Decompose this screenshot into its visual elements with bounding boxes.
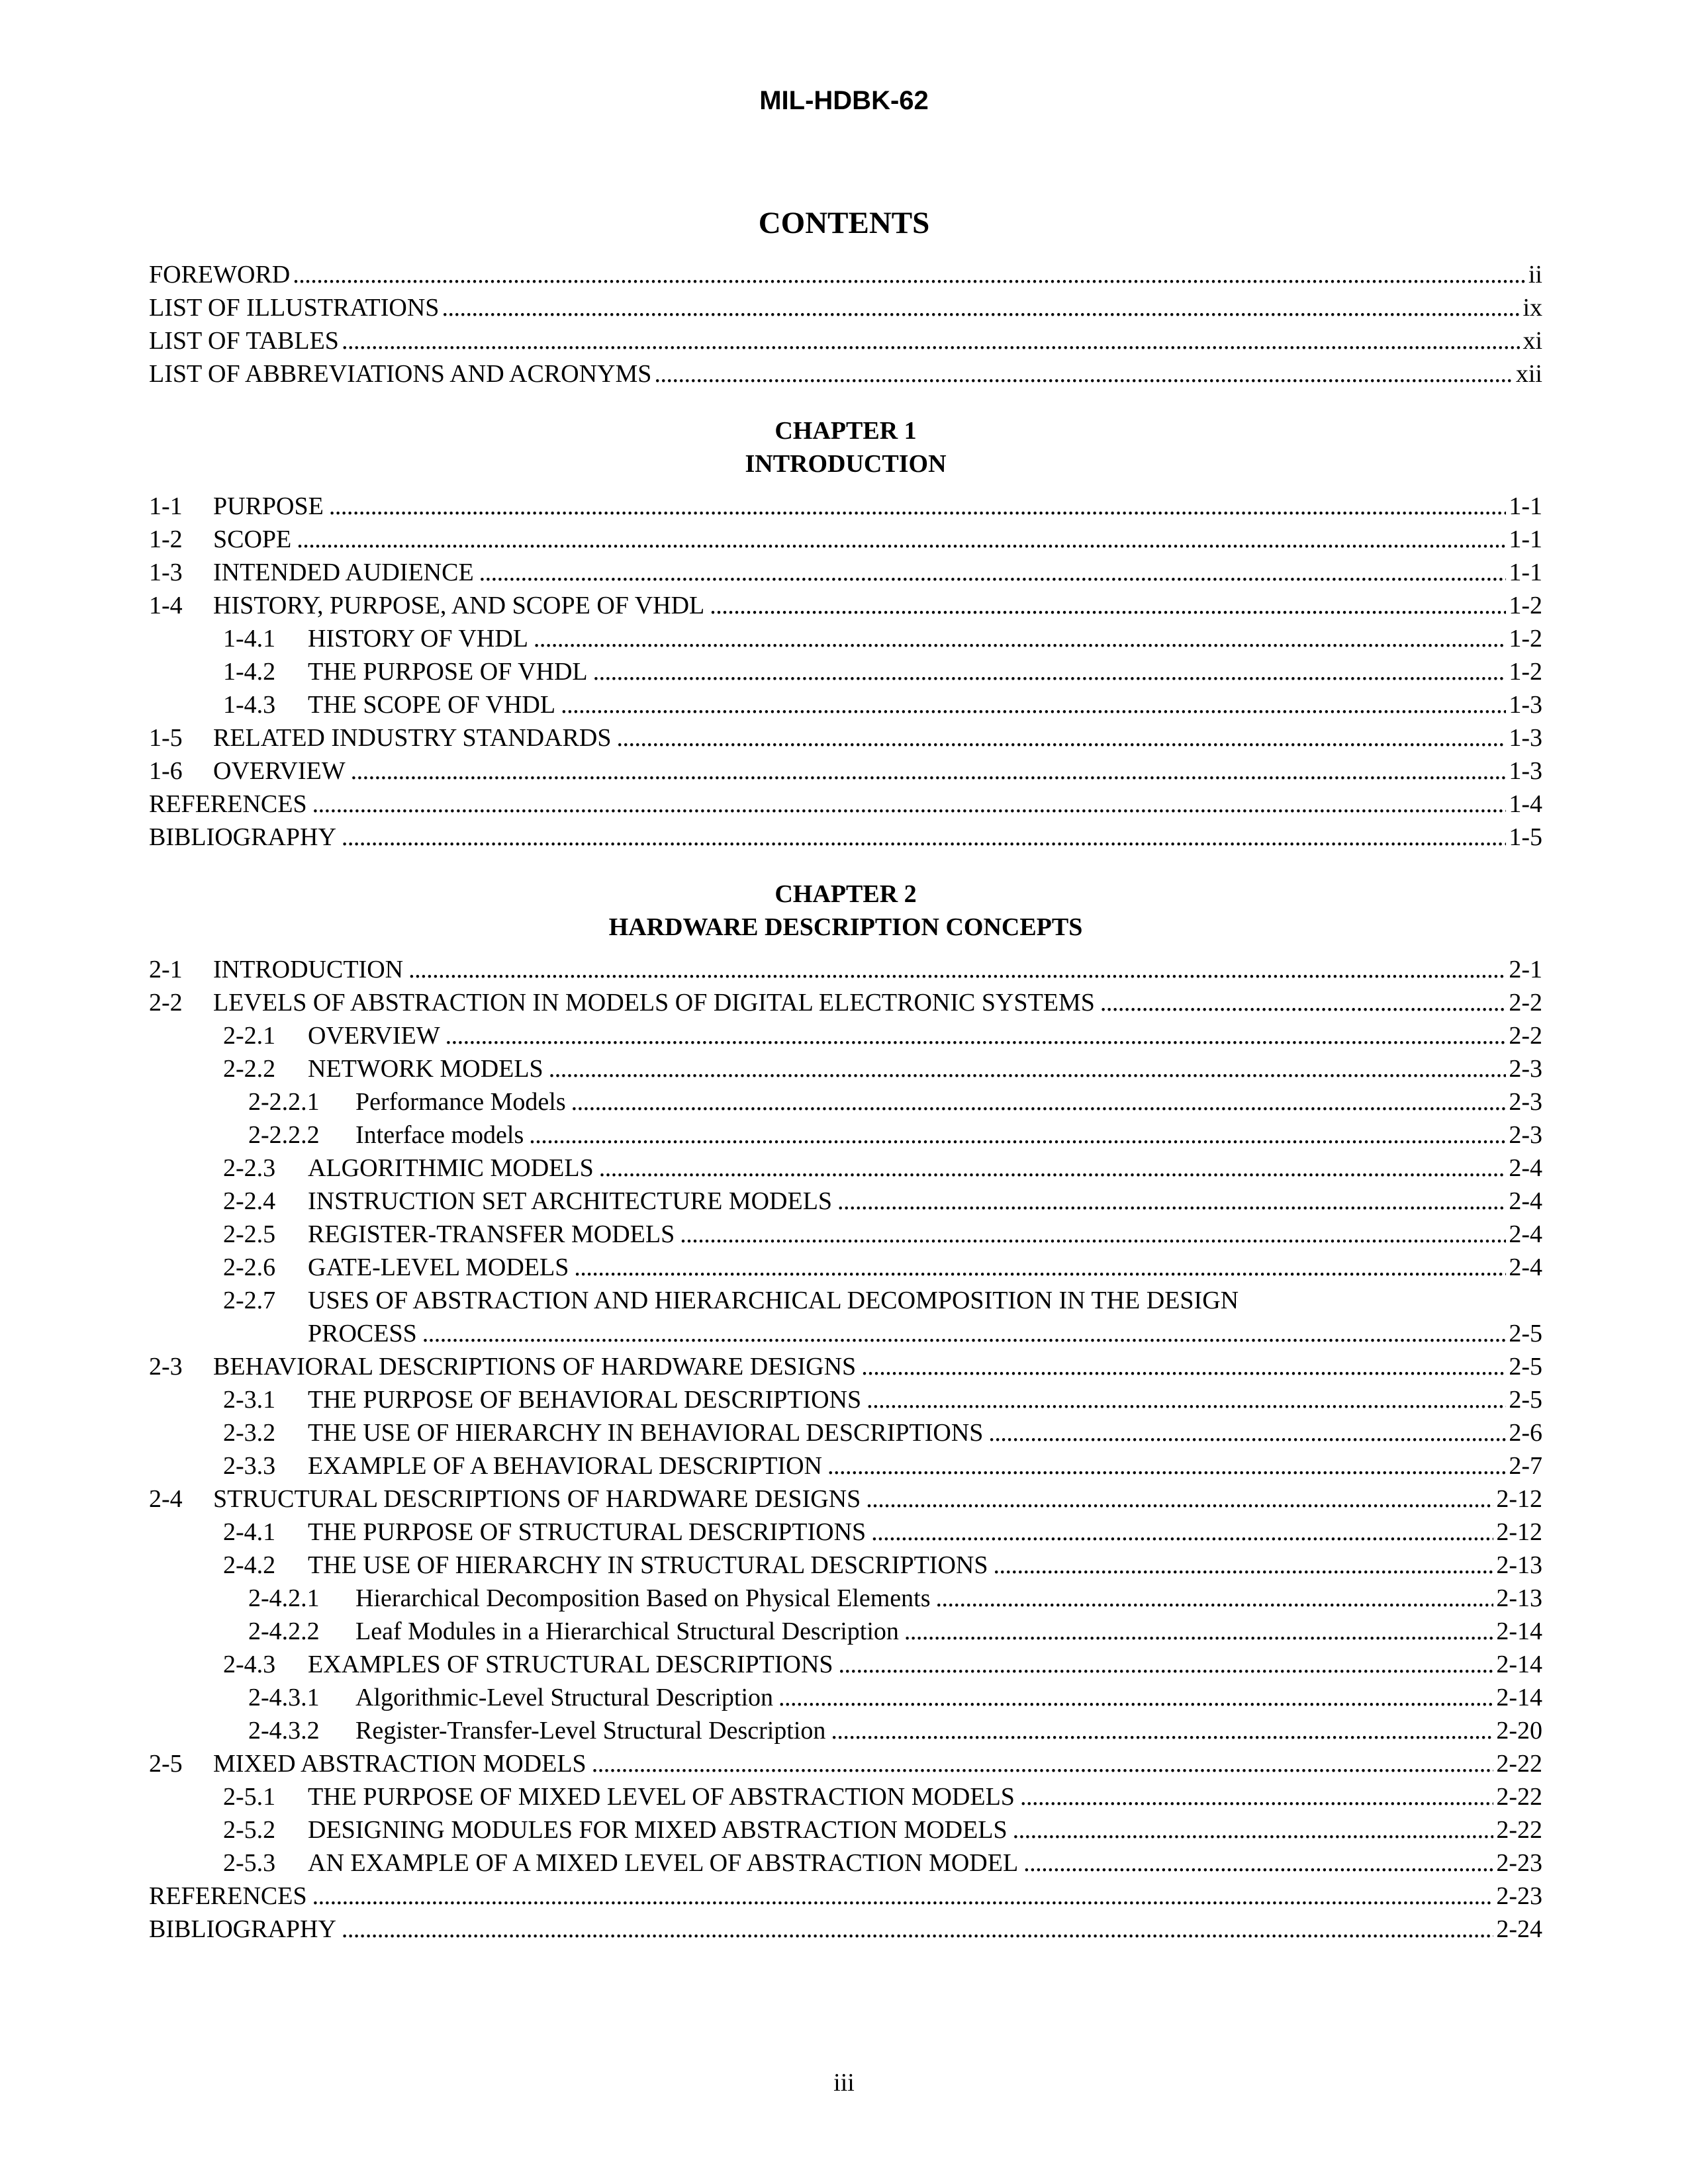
toc-entry-page: 1-1	[1509, 492, 1542, 520]
toc-entry-page: 2-22	[1496, 1816, 1542, 1844]
toc-entry[interactable]	[149, 1019, 1542, 1052]
toc-entry-page: 2-3	[1509, 1088, 1542, 1116]
toc-entry-number: 2-4.2	[223, 1551, 276, 1579]
chapter-heading	[149, 878, 1542, 944]
dot-leader	[871, 1516, 1493, 1549]
toc-entry-title: EXAMPLE OF A BEHAVIORAL DESCRIPTION	[308, 1452, 822, 1480]
toc-entry-title: Performance Models	[355, 1088, 566, 1116]
dot-leader	[592, 1747, 1494, 1780]
dot-leader	[351, 754, 1507, 788]
dot-leader	[1020, 1780, 1493, 1813]
toc-entry[interactable]	[149, 1714, 1542, 1747]
toc-entry[interactable]	[149, 1846, 1542, 1880]
dot-leader	[1023, 1846, 1493, 1880]
toc-entry-number: 2-2.4	[223, 1187, 276, 1215]
toc-entry[interactable]	[149, 357, 1542, 390]
dot-leader	[312, 1880, 1494, 1913]
toc-entry[interactable]	[149, 953, 1542, 986]
dot-leader	[422, 1317, 1507, 1350]
toc-entry-number: 1-6	[149, 757, 183, 785]
toc-entry-number: 1-3	[149, 559, 183, 586]
dot-leader	[297, 523, 1506, 556]
toc-entry-number: 1-5	[149, 724, 183, 752]
toc-entry[interactable]	[149, 1449, 1542, 1482]
dot-leader	[866, 1482, 1493, 1516]
dot-leader	[445, 1019, 1507, 1052]
page-number: iii	[833, 2069, 855, 2097]
toc-entry-number: 2-4.3	[223, 1651, 276, 1678]
toc-entry-title: STRUCTURAL DESCRIPTIONS OF HARDWARE DESIGNS	[213, 1485, 861, 1513]
toc-entry-page: 2-12	[1496, 1518, 1542, 1546]
toc-entry-title: ALGORITHMIC MODELS	[308, 1154, 594, 1182]
toc-entry-title: REFERENCES	[149, 1882, 307, 1910]
toc-entry-number: 2-1	[149, 956, 183, 983]
dot-leader	[571, 1085, 1507, 1118]
toc-entry-page: 2-4	[1509, 1187, 1542, 1215]
toc-entry[interactable]	[149, 324, 1542, 357]
toc-entry-page: 2-20	[1496, 1717, 1542, 1745]
toc-entry[interactable]	[149, 1118, 1542, 1152]
toc-entry[interactable]	[149, 721, 1542, 754]
toc-entry-page: 2-3	[1509, 1055, 1542, 1083]
toc-entry-number: 2-4.2.1	[248, 1584, 320, 1612]
dot-leader	[329, 490, 1507, 523]
toc-entry-title: Leaf Modules in a Hierarchical Structural Description	[355, 1617, 899, 1645]
toc-entry-page: 2-5	[1509, 1320, 1542, 1347]
toc-entry-page: 2-22	[1496, 1783, 1542, 1811]
toc-entry-title: NETWORK MODELS	[308, 1055, 543, 1083]
toc-entry-page: 2-23	[1496, 1882, 1542, 1910]
toc-entry-title: THE PURPOSE OF BEHAVIORAL DESCRIPTIONS	[308, 1386, 862, 1414]
toc-entry-number: 2-2.6	[223, 1253, 276, 1281]
dot-leader	[993, 1549, 1493, 1582]
toc-entry[interactable]	[149, 754, 1542, 788]
toc-entry-number: 2-4.1	[223, 1518, 276, 1546]
toc-entry-number: 2-3	[149, 1353, 183, 1381]
toc-entry-page: xi	[1523, 327, 1542, 355]
toc-entry-number: 1-4.3	[223, 691, 276, 719]
chapter-label: CHAPTER 2	[774, 880, 917, 908]
toc-entry-page: 1-1	[1509, 559, 1542, 586]
dot-leader	[831, 1714, 1493, 1747]
toc-entry-page: 2-2	[1509, 989, 1542, 1017]
toc-entry-title: THE PURPOSE OF STRUCTURAL DESCRIPTIONS	[308, 1518, 867, 1546]
dot-leader	[936, 1582, 1494, 1615]
toc-entry-number: 2-2.7	[223, 1287, 276, 1314]
toc-entry-page: 2-22	[1496, 1750, 1542, 1778]
toc-entry-title: BIBLIOGRAPHY	[149, 823, 336, 851]
toc-entry-title: INTENDED AUDIENCE	[213, 559, 474, 586]
toc-entry-page: 1-3	[1509, 757, 1542, 785]
chapter-label: CHAPTER 1	[774, 417, 917, 445]
toc-entry-page: 1-2	[1509, 592, 1542, 619]
dot-leader	[654, 357, 1513, 390]
toc-entry[interactable]	[149, 490, 1542, 523]
toc-entry-page: 2-14	[1496, 1617, 1542, 1645]
chapter-title: HARDWARE DESCRIPTION CONCEPTS	[608, 913, 1083, 941]
toc-entry-title: MIXED ABSTRACTION MODELS	[213, 1750, 586, 1778]
dot-leader	[710, 589, 1506, 622]
dot-leader	[479, 556, 1507, 589]
toc-entry[interactable]	[149, 291, 1542, 324]
toc-entry-page: 2-4	[1509, 1154, 1542, 1182]
toc-entry[interactable]	[149, 1913, 1542, 1946]
toc-entry-page: 2-12	[1496, 1485, 1542, 1513]
toc-entry-title: LIST OF ILLUSTRATIONS	[149, 294, 440, 322]
dot-leader	[574, 1251, 1506, 1284]
toc-entry-page: 1-2	[1509, 625, 1542, 653]
toc-entry-page: 2-5	[1509, 1353, 1542, 1381]
dot-leader	[839, 1648, 1494, 1681]
toc-entry[interactable]	[149, 1747, 1542, 1780]
toc-entry-page: ii	[1528, 261, 1542, 289]
toc-entry[interactable]	[149, 1416, 1542, 1449]
toc-entry[interactable]	[149, 589, 1542, 622]
dot-leader	[861, 1350, 1506, 1383]
toc-entry-number: 1-4.1	[223, 625, 276, 653]
toc-entry-page: 2-1	[1509, 956, 1542, 983]
toc-entry-title: BEHAVIORAL DESCRIPTIONS OF HARDWARE DESIGNS	[213, 1353, 857, 1381]
toc-entry-title: Algorithmic-Level Structural Description	[355, 1684, 774, 1711]
toc-entry-page: 2-3	[1509, 1121, 1542, 1149]
toc-entry-number: 1-2	[149, 525, 183, 553]
document-id-header: MIL-HDBK-62	[759, 86, 929, 115]
dot-leader	[549, 1052, 1507, 1085]
toc-entry-number: 2-3.2	[223, 1419, 276, 1447]
toc-entry[interactable]	[149, 1482, 1542, 1516]
chapter-title: INTRODUCTION	[745, 450, 947, 478]
toc-entry-title: PURPOSE	[213, 492, 324, 520]
dot-leader	[599, 1152, 1507, 1185]
toc-entry-title: RELATED INDUSTRY STANDARDS	[213, 724, 612, 752]
dot-leader	[680, 1218, 1506, 1251]
dot-leader	[904, 1615, 1493, 1648]
toc-entry-page: 2-23	[1496, 1849, 1542, 1877]
toc-entry-title: LIST OF ABBREVIATIONS AND ACRONYMS	[149, 360, 652, 388]
toc-entry-page: ix	[1523, 294, 1542, 322]
toc-entry[interactable]	[149, 1516, 1542, 1549]
toc-entry-number: 2-5	[149, 1750, 183, 1778]
toc-entry-title: THE USE OF HIERARCHY IN BEHAVIORAL DESCRIPTIONS	[308, 1419, 984, 1447]
table-of-contents	[149, 258, 1542, 1946]
toc-entry-page: 2-4	[1509, 1253, 1542, 1281]
toc-entry-number: 2-2.5	[223, 1220, 276, 1248]
toc-entry-title: EXAMPLES OF STRUCTURAL DESCRIPTIONS	[308, 1651, 833, 1678]
toc-entry-title: HISTORY OF VHDL	[308, 625, 528, 653]
toc-entry[interactable]	[149, 1681, 1542, 1714]
toc-entry-number: 2-2.2.2	[248, 1121, 320, 1149]
toc-entry-title: REFERENCES	[149, 790, 307, 818]
toc-entry[interactable]	[149, 688, 1542, 721]
toc-entry-title: THE SCOPE OF VHDL	[308, 691, 556, 719]
toc-entry-title: AN EXAMPLE OF A MIXED LEVEL OF ABSTRACTION MODEL	[308, 1849, 1019, 1877]
toc-entry[interactable]	[149, 1152, 1542, 1185]
dot-leader	[312, 788, 1507, 821]
toc-entry-page: 2-24	[1496, 1915, 1542, 1943]
toc-entry-title: THE PURPOSE OF VHDL	[308, 658, 588, 686]
toc-entry-title: BIBLIOGRAPHY	[149, 1915, 336, 1943]
toc-entry[interactable]	[149, 1582, 1542, 1615]
toc-entry-page: 1-4	[1509, 790, 1542, 818]
toc-entry-page: 2-14	[1496, 1684, 1542, 1711]
toc-entry-page: 2-4	[1509, 1220, 1542, 1248]
toc-entry-number: 2-4	[149, 1485, 183, 1513]
dot-leader	[827, 1449, 1506, 1482]
toc-entry[interactable]	[149, 622, 1542, 655]
toc-entry-number: 2-3.3	[223, 1452, 276, 1480]
chapter-heading	[149, 414, 1542, 480]
toc-entry-title: Register-Transfer-Level Structural Description	[355, 1717, 826, 1745]
toc-entry-title: LEVELS OF ABSTRACTION IN MODELS OF DIGITAL ELECTRONIC SYSTEMS	[213, 989, 1095, 1017]
toc-entry[interactable]	[149, 1185, 1542, 1218]
toc-entry[interactable]	[149, 1350, 1542, 1383]
dot-leader	[988, 1416, 1506, 1449]
toc-entry-number: 2-2.1	[223, 1022, 276, 1050]
toc-entry-page: 1-1	[1509, 525, 1542, 553]
toc-entry-title: OVERVIEW	[213, 757, 346, 785]
toc-entry-number: 2-5.1	[223, 1783, 276, 1811]
toc-entry-page: 2-6	[1509, 1419, 1542, 1447]
dot-leader	[778, 1681, 1493, 1714]
toc-entry-title: OVERVIEW	[308, 1022, 440, 1050]
toc-entry-title: INTRODUCTION	[213, 956, 404, 983]
toc-entry[interactable]	[149, 523, 1542, 556]
toc-entry-title: LIST OF TABLES	[149, 327, 339, 355]
toc-entry[interactable]	[149, 1284, 1542, 1317]
toc-entry[interactable]	[149, 1880, 1542, 1913]
dot-leader	[342, 821, 1506, 854]
dot-leader	[616, 721, 1506, 754]
dot-leader	[408, 953, 1506, 986]
dot-leader	[1013, 1813, 1494, 1846]
toc-entry-number: 1-4.2	[223, 658, 276, 686]
toc-entry-number: 2-4.3.2	[248, 1717, 320, 1745]
toc-entry[interactable]	[149, 258, 1542, 291]
dot-leader	[293, 258, 1526, 291]
toc-entry[interactable]	[149, 1218, 1542, 1251]
dot-leader	[561, 688, 1506, 721]
toc-entry-number: 1-1	[149, 492, 183, 520]
toc-entry-title: REGISTER-TRANSFER MODELS	[308, 1220, 675, 1248]
toc-entry[interactable]	[149, 1549, 1542, 1582]
toc-entry-title: SCOPE	[213, 525, 292, 553]
toc-entry-number: 2-2.2.1	[248, 1088, 320, 1116]
dot-leader	[529, 1118, 1506, 1152]
dot-leader	[534, 622, 1506, 655]
toc-entry[interactable]	[149, 1317, 1542, 1350]
toc-entry-title: THE PURPOSE OF MIXED LEVEL OF ABSTRACTION MODELS	[308, 1783, 1015, 1811]
dot-leader	[867, 1383, 1506, 1416]
toc-entry[interactable]	[149, 1052, 1542, 1085]
toc-entry-page: 1-3	[1509, 724, 1542, 752]
toc-entry[interactable]	[149, 1780, 1542, 1813]
dot-leader	[1100, 986, 1506, 1019]
toc-entry-title: THE USE OF HIERARCHY IN STRUCTURAL DESCRIPTIONS	[308, 1551, 988, 1579]
toc-entry-title: HISTORY, PURPOSE, AND SCOPE OF VHDL	[213, 592, 705, 619]
dot-leader	[593, 655, 1507, 688]
toc-entry-page: 2-5	[1509, 1386, 1542, 1414]
toc-entry[interactable]	[149, 556, 1542, 589]
toc-entry-page: 1-5	[1509, 823, 1542, 851]
toc-entry-title: GATE-LEVEL MODELS	[308, 1253, 569, 1281]
toc-entry-page: 2-7	[1509, 1452, 1542, 1480]
toc-entry-page: 2-14	[1496, 1651, 1542, 1678]
contents-title: CONTENTS	[758, 206, 930, 240]
toc-entry-title: USES OF ABSTRACTION AND HIERARCHICAL DECOMPOSITION IN THE DESIGN	[308, 1287, 1239, 1314]
toc-entry[interactable]	[149, 986, 1542, 1019]
dot-leader	[342, 324, 1521, 357]
toc-entry-page: 2-13	[1496, 1551, 1542, 1579]
toc-entry-number: 2-5.2	[223, 1816, 276, 1844]
toc-entry[interactable]	[149, 655, 1542, 688]
toc-entry-page: 1-2	[1509, 658, 1542, 686]
toc-entry-number: 1-4	[149, 592, 183, 619]
dot-leader	[342, 1913, 1493, 1946]
toc-entry-number: 2-4.3.1	[248, 1684, 320, 1711]
dot-leader	[442, 291, 1520, 324]
toc-entry[interactable]	[149, 1648, 1542, 1681]
toc-entry-page: xii	[1515, 360, 1542, 388]
toc-entry[interactable]	[149, 1085, 1542, 1118]
toc-entry-title: INSTRUCTION SET ARCHITECTURE MODELS	[308, 1187, 833, 1215]
toc-entry-number: 2-2.3	[223, 1154, 276, 1182]
toc-entry[interactable]	[149, 1251, 1542, 1284]
toc-entry-title: Interface models	[355, 1121, 524, 1149]
toc-entry-number: 2-5.3	[223, 1849, 276, 1877]
toc-entry-title: DESIGNING MODULES FOR MIXED ABSTRACTION MODELS	[308, 1816, 1008, 1844]
dot-leader	[837, 1185, 1506, 1218]
toc-entry[interactable]	[149, 821, 1542, 854]
toc-entry-page: 2-13	[1496, 1584, 1542, 1612]
toc-entry-page: 1-3	[1509, 691, 1542, 719]
toc-entry-page: 2-2	[1509, 1022, 1542, 1050]
toc-entry-title: Hierarchical Decomposition Based on Physical Elements	[355, 1584, 931, 1612]
toc-entry[interactable]	[149, 1615, 1542, 1648]
toc-entry[interactable]	[149, 788, 1542, 821]
toc-entry-title: FOREWORD	[149, 261, 291, 289]
toc-entry-number: 2-2	[149, 989, 183, 1017]
toc-entry[interactable]	[149, 1383, 1542, 1416]
toc-entry-number: 2-2.2	[223, 1055, 276, 1083]
toc-entry-number: 2-3.1	[223, 1386, 276, 1414]
toc-entry-number: 2-4.2.2	[248, 1617, 320, 1645]
toc-entry-title: PROCESS	[308, 1320, 417, 1347]
toc-entry[interactable]	[149, 1813, 1542, 1846]
